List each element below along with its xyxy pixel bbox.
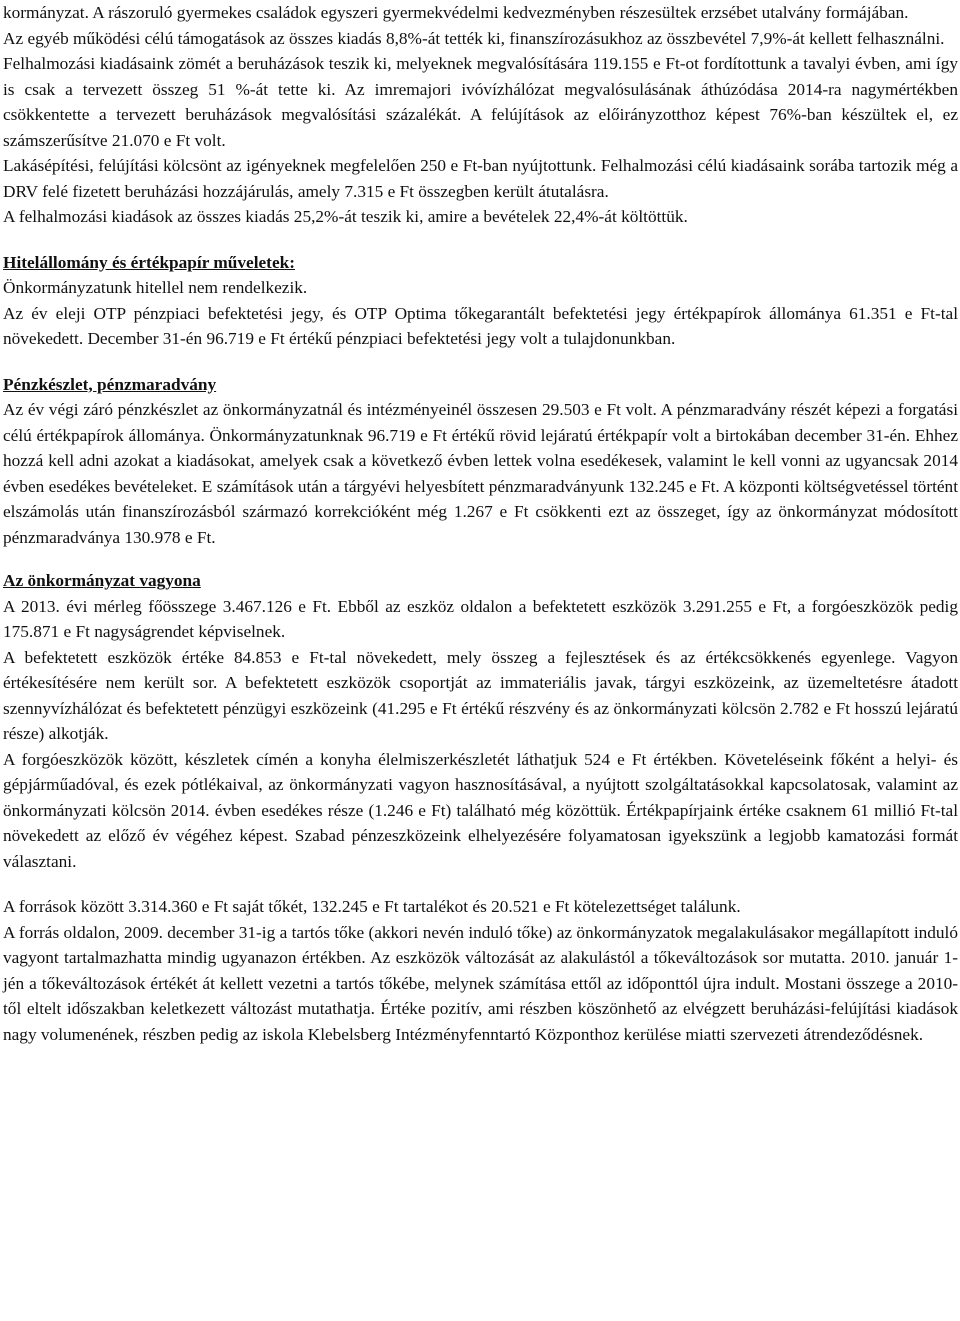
paragraph-tartos-toke: A forrás oldalon, 2009. december 31-ig a tartós tőke (akkori nevén induló tőke) az önkormányzatok megalakulásakor megállapított induló vagyont tartalmazhatta mindig ugyanazon értékben. Az eszközök változását az alakulástól a tőkeváltozások sor mutatta. 2010. január 1-jén a tőkeváltozások értékét át kellett vezetni a tartós tőkébe, melynek számítása ettől az időponttól újra indult. Mostani összege a 2010-től eltelt időszakban keletkezett változást mutathatja. Értéke pozitív, ami részben köszönhető az elvégzett beruházási-felújítási kiadások nagy volumenének, részben pedig az iskola Klebelsberg Intézményfenntartó Központhoz kerülése miatti szervezeti átrendeződésnek. [3, 922, 958, 1044]
heading-penzkeszlet: Pénzkészlet, pénzmaradvány [3, 374, 217, 394]
paragraph-befektetett-eszkozok: A befektetett eszközök értéke 84.853 e Ft-tal növekedett, mely összeg a fejlesztések és az értékcsökkenés egyenlege. Vagyon értékesítésére nem került sor. A befektetett eszközök csoportját az immateriális javak, tárgyi eszközeink, az üzemeltetésre átadott szennyvízhálózat és befektetett pénzügyi eszközeink (41.295 e Ft értékű részvény és az önkormányzati kölcsön 2.782 e Ft hosszú lejáratú része) alkotják. [3, 647, 958, 743]
paragraph-forrasok: A források között 3.314.360 e Ft saját tőkét, 132.245 e Ft tartalékot és 20.521 e Ft kötelezettséget találunk. [3, 897, 741, 916]
section-spacer [3, 230, 958, 250]
section-spacer [3, 352, 958, 372]
paragraph-felhalmozasi-kiadasok: Felhalmozási kiadásaink zömét a beruházások teszik ki, melyeknek megvalósítására 119.155 e Ft-ot fordítottunk a tavalyi évben, ami így is csak a tervezett összeg 51 %-át tette ki. Az imremajori ivóvízhálózat megvalósulásának áthúzódása 2014-ra nagymértékben csökkentette a tervezett beruházások megvalósítási százalékát. A felújítások az előirányzotthoz képest 76%-ban készültek el, ez számszerűsítve 21.070 e Ft volt. [3, 54, 958, 150]
heading-hitelallomany: Hitelállomány és értékpapír műveletek: [3, 252, 295, 272]
paragraph-penzmaradvany: Az év végi záró pénzkészlet az önkormányzatnál és intézményeinél összesen 29.503 e Ft volt. A pénzmaradvány részét képezi a forgatási célú értékpapírok állománya. Önkormányzatunknak 96.719 e Ft értékű rövid lejáratú értékpapír volt a birtokában december 31-én. Ehhez hozzá kell adni azokat a kiadásokat, amelyek csak a következő évben lettek volna esedékesek, valamint le kell vonni az ugyancsak 2014 évben esedékes bevételeket. E számítások után a tárgyévi helyesbített pénzmaradványunk 132.245 e Ft. A központi költségvetéssel történt elszámolás után finanszírozásból származó korrekcióként még 1.267 e Ft csökkenti ezt az összeget, így az önkormányzat módosított pénzmaradványa 130.978 e Ft. [3, 400, 958, 547]
paragraph-kozfoglalkoztatas-end: kormányzat. A rászoruló gyermekes családok egyszeri gyermekvédelmi kedvezményben részesültek erzsébet utalvány formájában. [3, 3, 909, 22]
paragraph-lakasepitesi-kolcson: Lakásépítési, felújítási kölcsönt az igényeknek megfelelően 250 e Ft-ban nyújtottunk. Felhalmozási célú kiadásaink sorába tartozik még a DRV felé fizetett beruházási hozzájárulás, amely 7.315 e Ft összegben került átutalásra. [3, 156, 958, 201]
heading-vagyon: Az önkormányzat vagyona [3, 571, 201, 590]
section-spacer [3, 874, 958, 894]
paragraph-felhalmozasi-arany: A felhalmozási kiadások az összes kiadás 25,2%-át teszik ki, amire a bevételek 22,4%-át költöttük. [3, 207, 688, 226]
section-spacer [3, 550, 958, 568]
paragraph-ertekpapir: Az év eleji OTP pénzpiaci befektetési jegy, és OTP Optima tőkegarantált befektetési jegy értékpapírok állománya 61.351 e Ft-tal növekedett. December 31-én 96.719 e Ft értékű pénzpiaci befektetési jegy volt a tulajdonunkban. [3, 303, 958, 348]
paragraph-forgoeszkozok: A forgóeszközök között, készletek címén a konyha élelmiszerkészletét láthatjuk 524 e Ft értékben. Követeléseink főként a helyi- és gépjárműadóval, és ezek pótlékaival, az önkormányzati vagyon hasznosításával, a nyújtott szolgáltatásokkal kapcsolatosak, valamint az önkormányzati kölcsön 2014. évben esedékes része (1.246 e Ft) található még közöttük. Értékpapírjaink értéke csaknem 61 millió Ft-tal növekedett az előző év végéhez képest. Szabad pénzeszközeink elhelyezésére folyamatosan igyekszünk a legjobb kamatozási formát választani. [3, 749, 958, 871]
paragraph-merleg-foosszeg: A 2013. évi mérleg főösszege 3.467.126 e Ft. Ebből az eszköz oldalon a befektetett eszközök 3.291.255 e Ft, a forgóeszközök pedig 175.871 e Ft nagyságrendet képviselnek. [3, 596, 958, 641]
paragraph-hitel: Önkormányzatunk hitellel nem rendelkezik. [3, 278, 308, 297]
paragraph-egyeb-mukodesi: Az egyéb működési célú támogatások az összes kiadás 8,8%-át tették ki, finanszírozásukhoz az összbevétel 7,9%-át kellett felhasználni. [3, 28, 945, 48]
